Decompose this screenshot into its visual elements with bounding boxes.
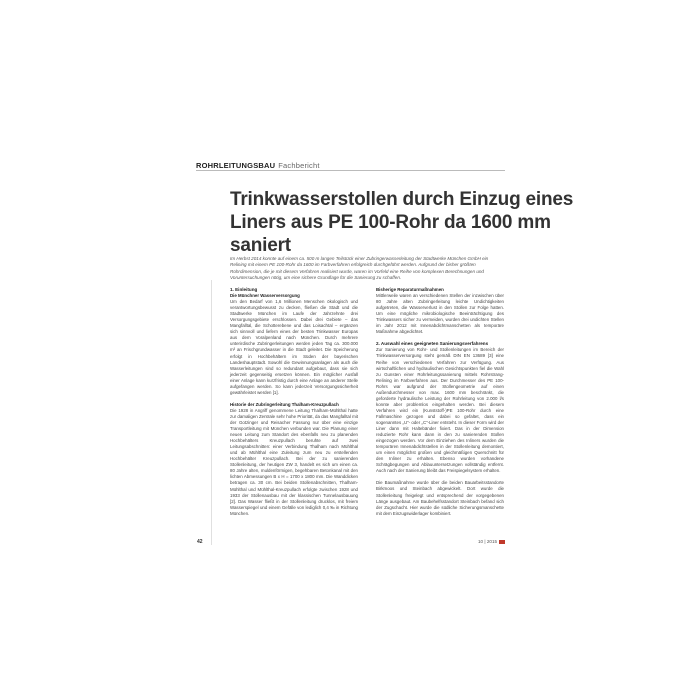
margin-divider <box>211 280 212 545</box>
left-column <box>230 287 358 523</box>
body-paragraph: Zur Sanierung von Rohr- und Stollenleitungen im Bereich der Trinkwasserversorgung steht gemäß DIN EN 13689 [3] eine Reihe von verschiedenen Verfahren zur Verfügung. Aus wirtschaftlichen und hydraulischen Gesichtspunkten fiel die Wahl zu Gunsten einer Rohrleitungssanierung mittels Rohrstrang-Relining im Farbverfahren aus. Der Durchmesser des PE 100-Rohrs war aufgrund der Stollengeometrie auf einen Außendurchmesser von max. 1600 mm beschränkt, die geforderte hydraulische Leistung der Rohrleitung von 2.000 l/s konnte aber problemlos eingehalten werden. Bei diesem Verfahren wird ein (Kunststoff-)PE 100-Rohr durch eine Fallmaschine gezogen und dabei so gefaltet, dass ein sogenanntes „U“- oder „C“-Liner entsteht. In dieser Form wird der Liner dann mit Haltebänder fixiert. Das in der Dimension reduzierte Rohr kann dann in den zu sanierenden Stollen eingezogen werden. Vor dem Einziehen des Inliners wurden die temporären Innenabdichtstellen in der Stollenleitung demontiert, um einen möglichst großen und gleichmäßigen Querschnitt für den Inliner zu erhalten. Ebenso wurden vorhandene Schrägbegungen und Ablauuntersetzungen vollständig entfernt. Auch nach der Sanierung bleibt das Freispiegelsystem erhalten. <box>376 347 504 474</box>
section-subheading: Die Münchner Wasserversorgung <box>230 293 300 299</box>
issue-folio <box>478 539 505 544</box>
page-number: 42 <box>197 539 203 545</box>
body-paragraph: Die Baumaßnahme wurde über die beiden Bauarbeitsstandorte Birkmoos und Steinbach abgewickelt. Dort wurde die Stollenleitung freigelegt und entsprechend der vorgegebenen Länge ausgebaut. Am Baubehelfsstandort Steinbach befand sich der Zugschacht. Hier wurde die südliche Sicherungsmanschette mit dem Einzugswiderlager kombiniert. <box>376 480 504 516</box>
section-heading: 1. Einleitung <box>230 287 258 292</box>
body-paragraph: Um den Bedarf von 1,6 Millionen Menschen ökologisch und verantwortungsbewusst zu decken, fließen die Stadt und die Stadtwerke München im Laufe der Jahrzehnte drei Versorgungsgebiete erschlossen. Dabei drei Gebiete – das Mangfalltal, die Schotterebene und das Loisachtal – ergänzen sich sinnvoll und liefern eines der besten Trinkwasser Europas aus dem Voralpenland nach München. Durch mehrere unterirdische Zubringerleitungen werden jeden Tag ca. 300.000 m³ an Frischgrundwasser in die Stadt geleitet. Die Speicherung erfolgt in Hochbehältern im Süden der bayerischen Landeshauptstadt. Sowohl die Gewinnungsanlagen als auch die Wasserleitungen sind so redundant aufgebaut, dass sie sich jederzeit gegenseitig ersetzen können. Ein möglicher Ausfall einer Anlage kann kurzfristig durch eine Anlage an anderer Stelle aufgefangen werden. So kann jederzeit Versorgungssicherheit gewährleistet werden [1]. <box>230 299 358 395</box>
body-paragraph: Die 1928 in Angriff genommene Leitung Thalham-Mühlthal hatte zur damaligen Zentrale sehr hohe Priorität, da das Mangfalltal mit der Gotzinger und Reisacher Fassung nur über eine einzige Transportleitung mit München verbunden war. Die Planung einer neuen Leitung zum Standort des ebenfalls neu zu planenden Hochbehälters Kreuzpullach beruhte auf zwei Leitungsabschnitten: einer Verbindung Thalham nach Mühlthal und ab Mühlthal eine Zuleitung zum neu zu erstellenden Hochbehälter Kreuzpullach. Bei der zu sanierenden Stollenleitung, der heutigen ZW 3, handelt es sich um einen ca. 80 Jahre alten, muldenförmigen, begehbaren Betonkanal mit den lichten Abmessungen B x H = 1700 x 1800 mm. Die Wanddicken betragen ca. 30 cm. Bei beiden Stollenabschnitten, Thalham-Mühlthal und Mühlthal-Kreuzpullach erfolgte zwischen 1928 und 1933 der Stollenausbau mit der klassischen Tunnelausbauung [2]. Das Wasser fließt in der Stollenleitung drucklos, mit freiem Wasserspiegel und einem Gefälle von lediglich 0,4 ‰ in Richtung München. <box>230 407 358 516</box>
section-heading: 2. Auswahl eines geeigneten Sanierungsverfahrens <box>376 341 489 347</box>
rubric-subcategory: Fachbericht <box>278 161 320 170</box>
section-subheading: Bisherige Reparaturmaßnahmen <box>376 287 444 292</box>
issue-label: 10 | 2015 <box>478 539 498 544</box>
rubric-divider <box>196 170 505 171</box>
section-subheading: Historie der Zubringerleitung Thalham-Kreuzpullach <box>230 401 339 407</box>
section-rubric <box>196 161 320 170</box>
body-paragraph: Mittlerweile waren an verschiedenen Stellen der inzwischen über 80 Jahre alten Zubringerleitung leichte Undichtigkeiten aufgetreten, die Wasserverlust in den Stollen zur Folge hatten. Um eine mögliche mikrobiologische Beeinträchtigung des Trinkwassers sicher zu vermeiden, wurden drei undichten Stellen im Jahr 2012 mit Innenabdichtmanschetten als temporäre Maßnahme abgedichtet. <box>376 293 504 335</box>
title-line: Liners aus PE 100-Rohr da 1600 mm <box>230 212 551 233</box>
title-line: saniert <box>230 235 291 256</box>
article-lead: Im Herbst 2014 konnte auf einem ca. 500 m langen Teilstück einer Zubringerwasserleitung der Stadtwerke München GmbH ein Relining mit einem PE 100-Rohr da 1600 im Farbverfahren erfolgreich durchgeführt werden. Aufgrund der bisher größten Rohrdimension, die je mit diesem Verfahren realisiert wurde, waren im Vorfeld eine Reihe von komplexen Berechnungen und Voruntersuchungen nötig, um eine sichere Grundlage für die Sanierung zu schaffen. <box>230 256 489 280</box>
rubric-category: ROHRLEITUNGSBAU <box>196 161 276 170</box>
article-title <box>230 188 574 257</box>
title-line: Trinkwasserstollen durch Einzug eines <box>230 189 574 210</box>
right-column <box>376 287 504 523</box>
brand-mark-icon <box>499 540 505 544</box>
